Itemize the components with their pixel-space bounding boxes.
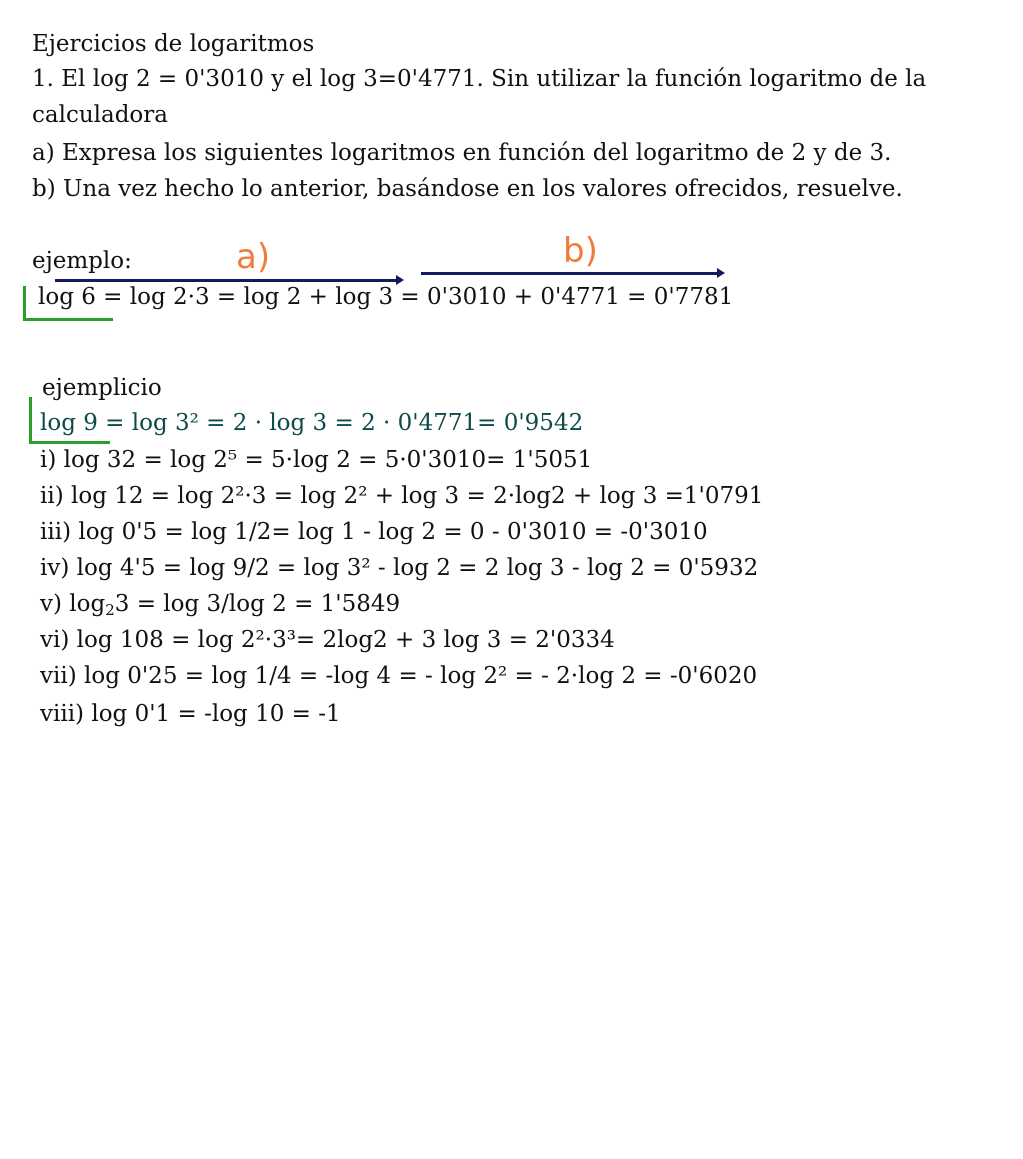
exercise-viii: viii) log 0'1 = -log 10 = -1 <box>40 701 341 727</box>
exercise-vi: vi) log 108 = log 2²·3³= 2log2 + 3 log 3 = 2'0334 <box>40 627 615 653</box>
document-title: Ejercicios de logaritmos <box>32 31 315 57</box>
green-bracket-icon <box>23 286 113 321</box>
exercise-ii: ii) log 12 = log 2²·3 = log 2² + log 3 = 2·log2 + log 3 =1'0791 <box>40 483 764 509</box>
exercise-v-prefix: v) log <box>40 591 106 617</box>
example-label: ejemplo: <box>32 248 132 274</box>
arrow-b-icon <box>421 272 719 275</box>
exercise-iv: iv) log 4'5 = log 9/2 = log 3² - log 2 = 2 log 3 - log 2 = 0'5932 <box>40 555 759 581</box>
instruction-part-b: b) Una vez hecho lo anterior, basándose en los valores ofrecidos, resuelve. <box>32 176 903 202</box>
exercise-v-rest: 3 = log 3/log 2 = 1'5849 <box>114 591 401 617</box>
instruction-part-a: a) Expresa los siguientes logaritmos en función del logaritmo de 2 y de 3. <box>32 140 892 166</box>
annotation-a: a) <box>236 237 271 277</box>
exercise-vii: vii) log 0'25 = log 1/4 = -log 4 = - log 2² = - 2·log 2 = -0'6020 <box>40 663 758 689</box>
exercise-i: i) log 32 = log 2⁵ = 5·log 2 = 5·0'3010= 1'5051 <box>40 447 593 473</box>
statement-line-1: 1. El log 2 = 0'3010 y el log 3=0'4771. Sin utilizar la función logaritmo de la <box>32 66 927 92</box>
ejemplicio-label: ejemplicio <box>42 375 162 401</box>
ejemplicio-equation: log 9 = log 3² = 2 · log 3 = 2 · 0'4771= 0'9542 <box>40 410 584 436</box>
example-equation: log 6 = log 2·3 = log 2 + log 3 = 0'3010 + 0'4771 = 0'7781 <box>38 284 734 310</box>
exercise-iii: iii) log 0'5 = log 1/2= log 1 - log 2 = 0 - 0'3010 = -0'3010 <box>40 519 708 545</box>
annotation-b: b) <box>563 231 598 271</box>
statement-line-2: calculadora <box>32 102 168 128</box>
exercise-v <box>40 589 400 619</box>
exercise-v-base: 2 <box>105 601 115 619</box>
